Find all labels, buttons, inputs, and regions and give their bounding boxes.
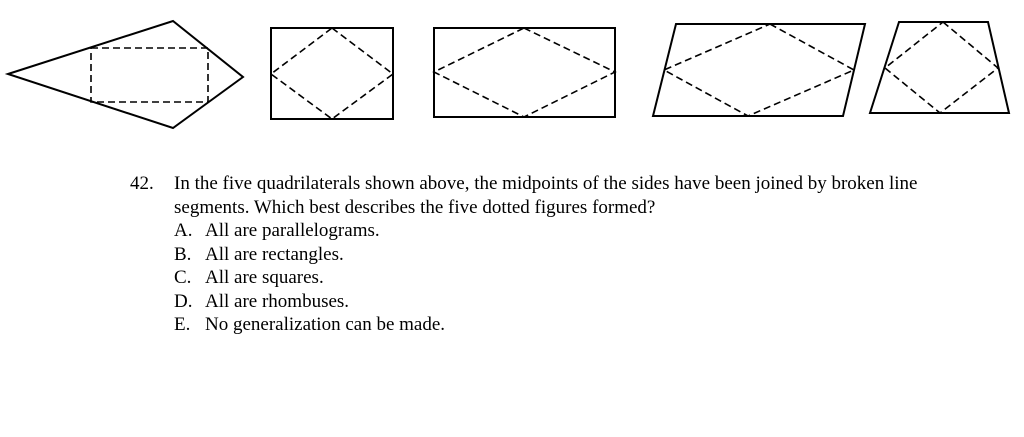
answer-choices — [174, 219, 990, 337]
question-stem: In the five quadrilaterals shown above, the midpoints of the sides have been joined by broken line segments. Which best describes the five dotted figures formed? — [174, 173, 918, 218]
trapezoid-midpoint-figure — [885, 22, 998, 113]
choice-text: All are squares. — [205, 267, 324, 288]
kite-midpoint-figure — [91, 48, 208, 102]
figure-square — [271, 28, 393, 119]
figure-parallelogram — [653, 24, 865, 116]
choice-letter: B. — [174, 243, 192, 265]
choice-text: All are rectangles. — [205, 243, 344, 265]
rectangle-outline — [434, 28, 615, 117]
figure-kite — [8, 21, 243, 128]
choice-letter: A. — [174, 220, 193, 241]
choice-text: No generalization can be made. — [205, 314, 446, 335]
question-block — [130, 172, 990, 337]
square-outline — [271, 28, 393, 119]
question-row — [130, 172, 990, 219]
quadrilateral-figures — [0, 0, 1024, 140]
choice-text: All are parallelograms. — [205, 220, 380, 241]
rectangle-midpoint-figure — [434, 28, 615, 117]
choice-letter: E. — [174, 314, 191, 335]
choice-d — [174, 290, 990, 314]
figure-rectangle — [434, 28, 615, 117]
choice-b — [174, 243, 990, 267]
parallelogram-midpoint-figure — [664, 24, 854, 116]
choice-c — [174, 266, 990, 290]
trapezoid-outline — [870, 22, 1009, 113]
figure-trapezoid — [870, 22, 1009, 113]
choice-e — [174, 313, 990, 337]
square-midpoint-figure — [271, 28, 393, 119]
choice-a — [174, 219, 990, 243]
choice-letter: C. — [174, 267, 192, 288]
question-number: 42. — [130, 173, 154, 194]
choice-letter: D. — [174, 290, 193, 312]
parallelogram-outline — [653, 24, 865, 116]
choice-text: All are rhombuses. — [205, 290, 350, 312]
